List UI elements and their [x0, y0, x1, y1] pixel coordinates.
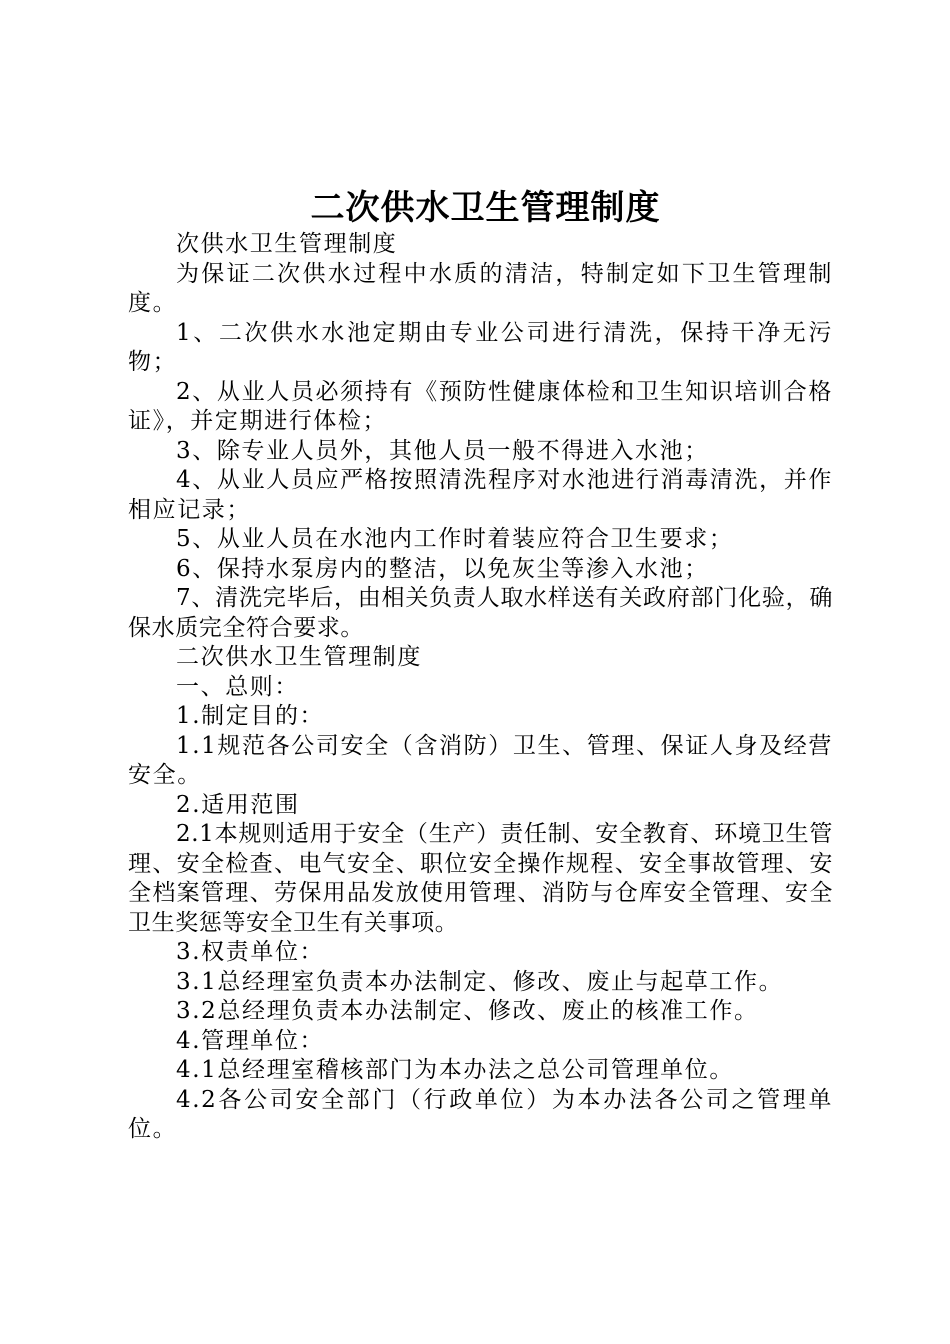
- paragraph-management-4-1: 4.1总经理室稽核部门为本办法之总公司管理单位。: [176, 1057, 734, 1083]
- document-title: 二次供水卫生管理制度: [310, 188, 661, 228]
- paragraph-subtitle: 次供水卫生管理制度: [176, 231, 398, 257]
- document-body: [128, 186, 833, 1145]
- paragraph-rule-2: 2、从业人员必须持有《预防性健康体检和卫生知识培训合格证》，并定期进行体检；: [128, 378, 833, 434]
- paragraph-purpose-1-1: 1.1规范各公司安全（含消防）卫生、管理、保证人身及经营安全。: [128, 732, 833, 788]
- paragraph-responsibility-3-1: 3.1总经理室负责本办法制定、修改、废止与起草工作。: [176, 968, 784, 995]
- paragraph-rule-1: 1、二次供水水池定期由专业公司进行清洗，保持干净无污物；: [128, 319, 833, 375]
- paragraph-intro: 为保证二次供水过程中水质的清洁，特制定如下卫生管理制度。: [128, 260, 833, 316]
- paragraph-scope-2-1: 2.1本规则适用于安全（生产）责任制、安全教育、环境卫生管理、安全检查、电气安全、职位安全操作规程、安全事故管理、安全档案管理、劳保用品发放使用管理、消防与仓库安全管理、安全卫生奖惩等安全卫生有关事项。: [128, 821, 833, 936]
- paragraph-rule-7: 7、清洗完毕后，由相关负责人取水样送有关政府部门化验，确保水质完全符合要求。: [128, 585, 833, 641]
- paragraph-purpose: 1.制定目的：: [176, 703, 325, 729]
- paragraph-management: 4.管理单位：: [176, 1027, 325, 1054]
- paragraph-rule-3: 3、除专业人员外，其他人员一般不得进入水池；: [176, 437, 709, 464]
- paragraph-rule-6: 6、保持水泵房内的整洁，以免灰尘等渗入水池；: [176, 555, 709, 582]
- paragraph-section-title: 二次供水卫生管理制度: [176, 644, 422, 670]
- paragraph-rule-4: 4、从业人员应严格按照清洗程序对水池进行消毒清洗，并作相应记录；: [128, 467, 833, 523]
- paragraph-management-4-2: 4.2各公司安全部门（行政单位）为本办法各公司之管理单位。: [128, 1086, 833, 1142]
- paragraph-responsibility-3-2: 3.2总经理负责本办法制定、修改、废止的核准工作。: [176, 998, 759, 1024]
- paragraph-responsibility: 3.权责单位：: [176, 939, 325, 965]
- paragraph-general: 一、总则：: [176, 673, 299, 700]
- paragraph-rule-5: 5、从业人员在水池内工作时着装应符合卫生要求；: [176, 526, 734, 552]
- paragraph-scope: 2.适用范围: [176, 791, 300, 818]
